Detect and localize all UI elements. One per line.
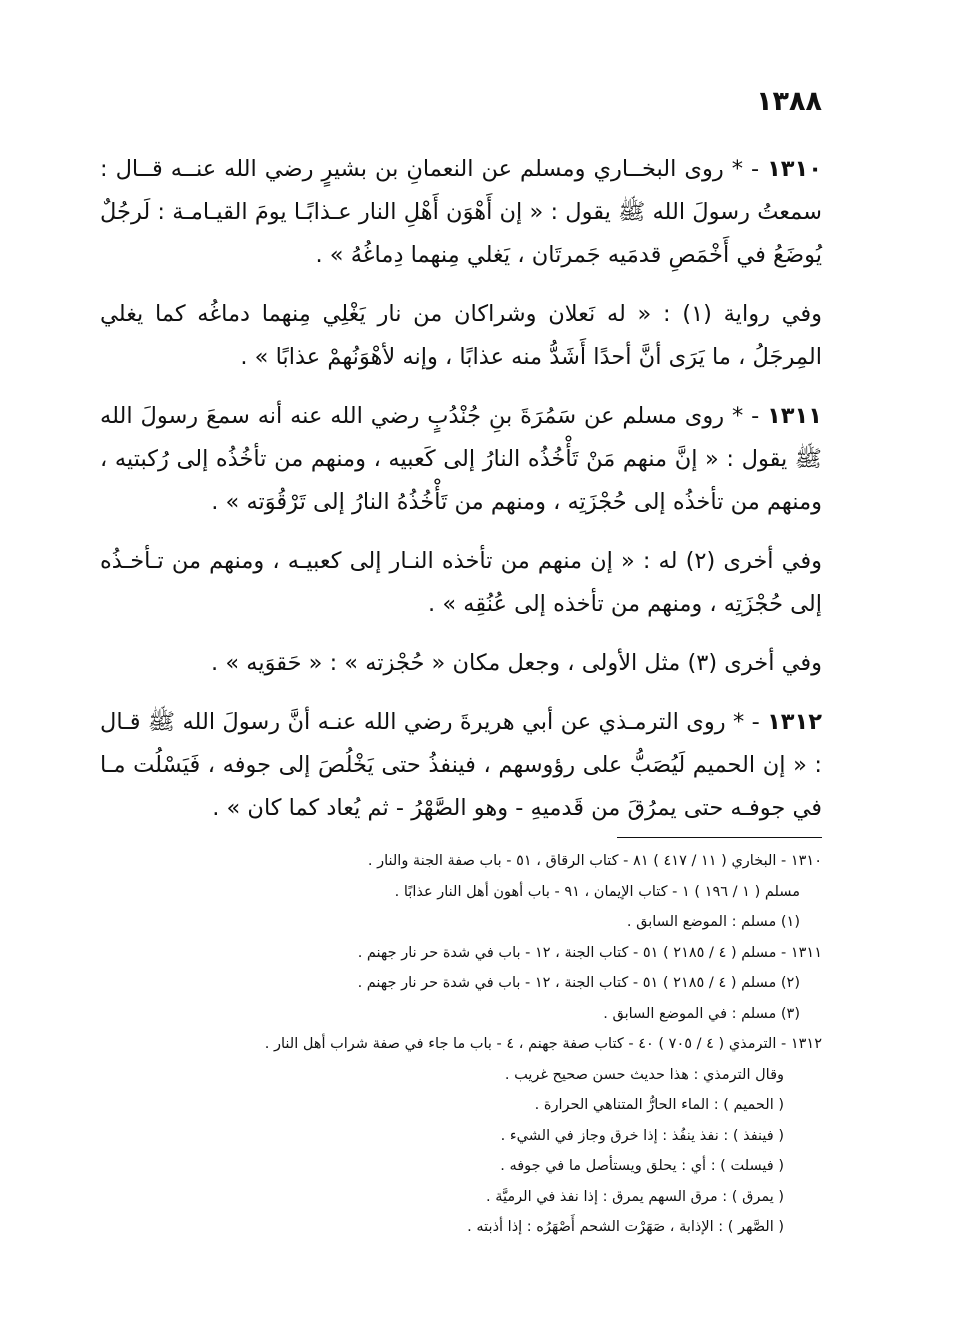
hadith-number: ١٣١١ xyxy=(767,403,822,429)
hadith-number: ١٣١٢ xyxy=(767,709,822,735)
hadith-text xyxy=(100,148,822,846)
hadith-paragraph xyxy=(100,701,822,830)
footnote-line: ( فيسلت ) : أي : يحلق ويستأصل ما في جوفه . xyxy=(500,1158,784,1174)
footnote-line: (١) مسلم : الموضع السابق . xyxy=(626,914,800,930)
footnote-line: ( الحميم ) : الماء الحارُّ المتناهي الحرارة . xyxy=(534,1097,784,1113)
hadith-paragraph xyxy=(100,642,822,685)
page-number: ١٣٨٨ xyxy=(756,86,822,117)
footnote-line: ١٣١٠ - البخاري ( ١١ / ٤١٧ ) ٨١ - كتاب الرقاق ، ٥١ - باب صفة الجنة والنار . xyxy=(367,853,822,869)
footnote-line: ١٣١١ - مسلم ( ٤ / ٢١٨٥ ) ٥١ - كتاب الجنة ، ١٢ - باب في شدة حر نار جهنم . xyxy=(357,944,822,961)
paragraph-text: وفي رواية (١) : « له نَعلان وشراكان من نار يَغْلِي مِنهما دماغُه كما يغلي المِرجَلُ ، ما يَرَى أنَّ أحدًا أَشَدُّ منه عذابًا ، وإنه لأهْوَنُهمْ عذابًا » . xyxy=(100,301,822,370)
footnote-line: ( يمرق ) : مرق السهم يمرق : إذا نفذ في الرميَّة . xyxy=(486,1188,784,1205)
footnote-line: ( فينفذ ) : نفذ ينفُذ : إذا خرق وجاز في الشيء . xyxy=(500,1127,784,1144)
footnote-line: (٣) مسلم : في الموضع السابق . xyxy=(603,1005,800,1022)
footnote-line: وقال الترمذي : هذا حديث حسن صحيح غريب . xyxy=(504,1066,784,1083)
footnote-divider xyxy=(617,837,822,838)
footnote-line: ( الصَّهر ) : الإذابة ، صَهَرْت الشحم أَصْهَرُه : إذا أذبته . xyxy=(467,1219,784,1235)
paragraph-text: - * روى الترمـذي عن أبي هريرةَ رضي الله عنـه أنَّ رسولَ الله ﷺ قـال : « إن الحميم لَيُصَبُّ على رؤوسهم ، فينفذُ حتى يَخْلُصَ إلى جوفه ، فَيَسْلُت مـا في جوفـه حتى يمرُقَ من قَدميهِ - وهو الصَّهْرُ - ثم يُعاد كما كان » . xyxy=(100,709,822,821)
hadith-paragraph xyxy=(100,293,822,379)
paragraph-text: - * روى البخــاري ومسلم عن النعمانِ بن بشيرٍ رضي الله عنــه قــال : سمعتُ رسولَ الله ﷺ يقول : « إن أَهْوَن أَهْلِ النار عـذابًـا يومَ القيـامـة : لَرجُلٌ يُوضَعُ في أَخْمَصِ قدمَيه جَمرتَان ، يَغلي مِنهما دِماغُهُ » . xyxy=(100,156,822,268)
paragraph-text: - * روى مسلم عن سَمُرَةَ بنِ جُنْدُبٍ رضي الله عنه أنه سمعَ رسولَ الله ﷺ يقول : « إنَّ منهم مَنْ تَأْخُذُه النارُ إلى كَعبيه ، ومنهم من تأخُذُه إلى رُكبتيه ، ومنهم من تأخذُه إلى حُجْزَتِه ، ومنهم من تَأْخُذُهُ النارُ إلى تَرْقُوَته » . xyxy=(100,403,822,515)
footnote-line: مسلم ( ١ / ١٩٦ ) ١ - كتاب الإيمان ، ٩١ - باب أهون أهل النار عذابًا . xyxy=(394,883,800,900)
paragraph-text: وفي أخرى (٢) له : « إن منهم من تأخذه النـار إلى كعبيـه ، ومنهم من تـأخـذُه إلى حُجْزَتِه ، ومنهم من تأخذه إلى عُنُقِه » . xyxy=(100,548,822,617)
hadith-paragraph xyxy=(100,395,822,524)
paragraph-text: وفي أخرى (٣) مثل الأولى ، وجعل مكان « حُجْزته » : « حَقوَيه » . xyxy=(211,650,822,676)
footnote-line: (٢) مسلم ( ٤ / ٢١٨٥ ) ٥١ - كتاب الجنة ، ١٢ - باب في شدة حر نار جهنم . xyxy=(357,975,800,991)
hadith-paragraph xyxy=(100,148,822,277)
hadith-number: ١٣١٠ xyxy=(767,156,822,182)
book-page xyxy=(100,0,822,1344)
footnote-line: ١٣١٢ - الترمذي ( ٤ / ٧٠٥ ) ٤٠ - كتاب صفة جهنم ، ٤ - باب ما جاء في صفة شراب أهل النار . xyxy=(264,1036,822,1052)
footnotes xyxy=(100,846,822,1243)
hadith-paragraph xyxy=(100,540,822,626)
